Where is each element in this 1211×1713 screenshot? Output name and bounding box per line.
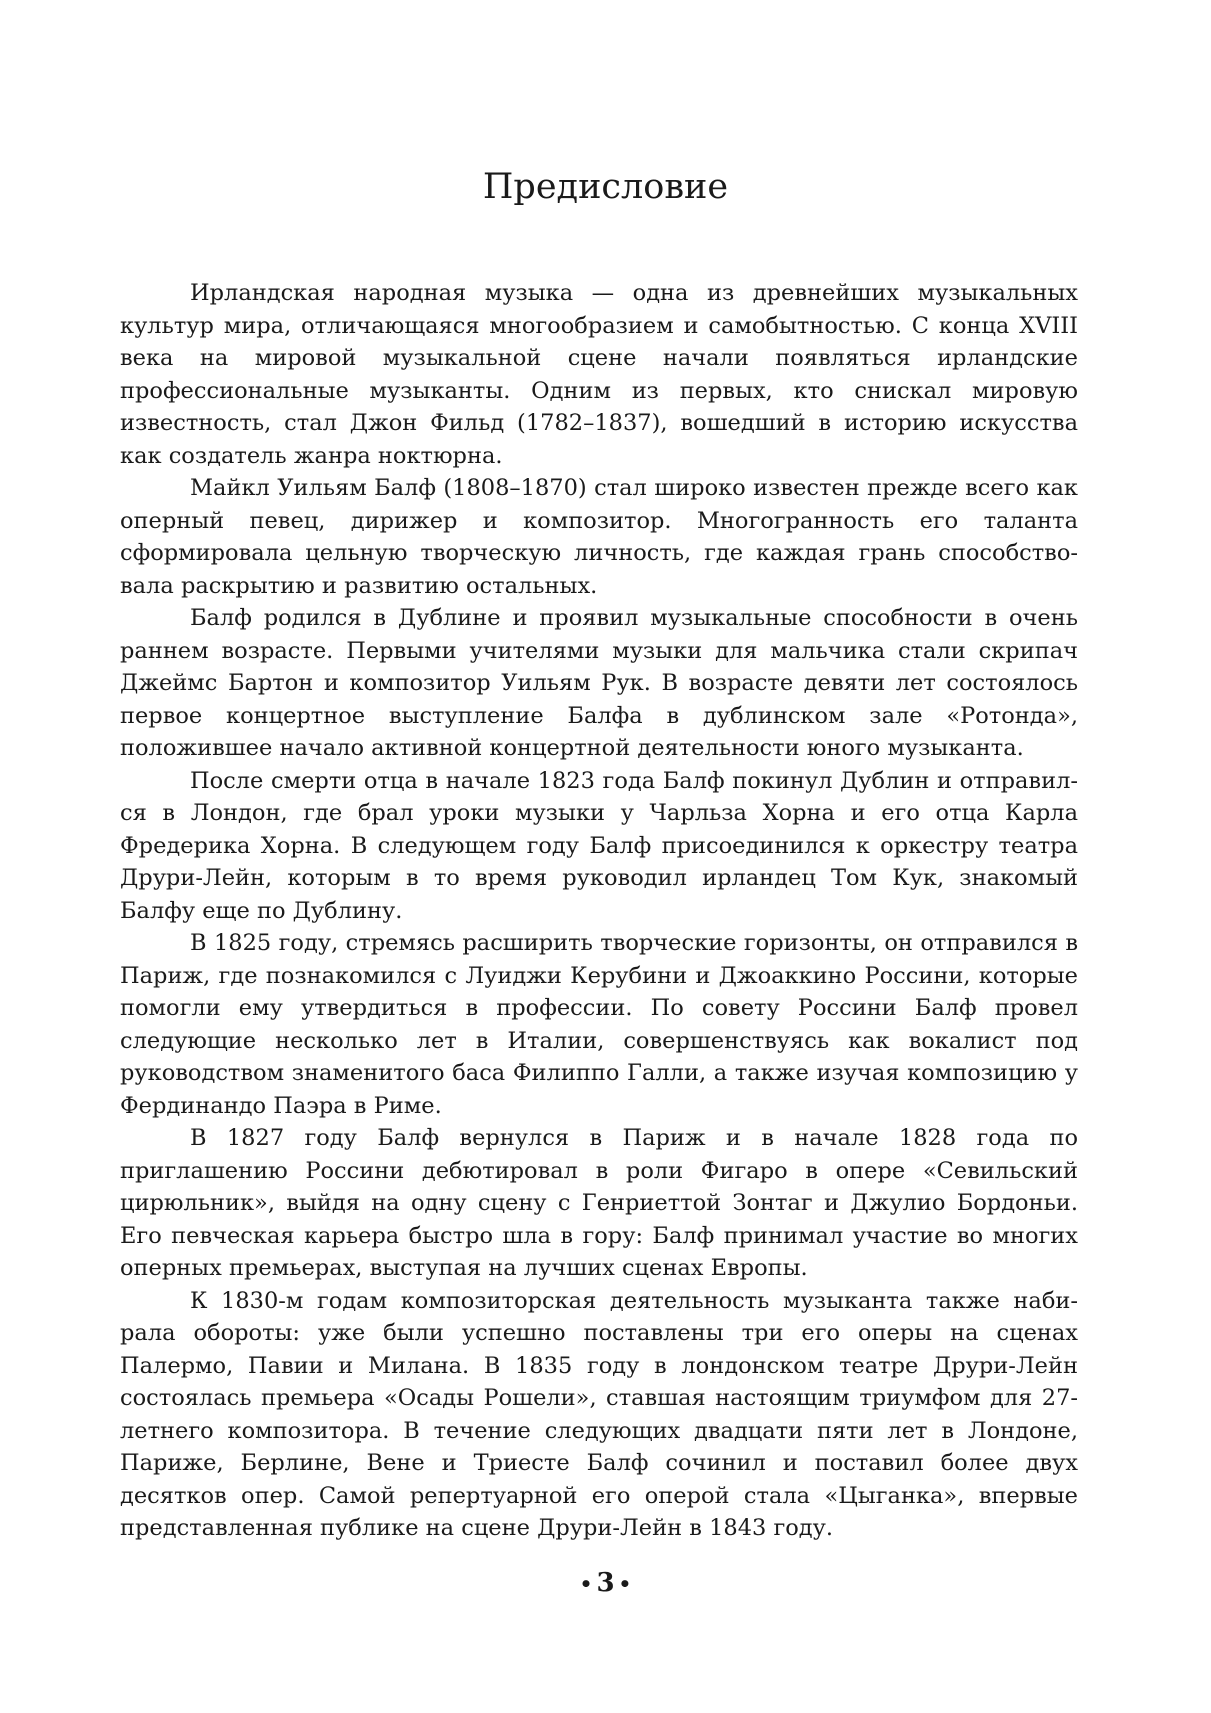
paragraph: К 1830-м годам композиторская деятельность музыканта также набирала обороты: уже были успешно поставлены три его оперы на сценах Палермо, Павии и Милана. В 1835 году в лондонском театре Друри-Лейн состоялась премьера «Осады Рошели», ставшая настоящим триумфом для 27-летнего композитора. В течение следующих двадцати пяти лет в Лондоне, Париже, Берлине, Вене и Триесте Балф сочинил и поставил более двух десятков опер. Самой репертуарной его оперой стала «Цыганка», впервые представленная публике на сцене Друри-Лейн в 1843 году.: [120, 1287, 1078, 1541]
paragraph: В 1825 году, стремясь расширить творческие горизонты, он отправился в Париж, где познакомился с Луиджи Керубини и Джоаккино Россини, которые помогли ему утвердиться в профессии. По совету Россини Балф провел следующие несколько лет в Италии, совершенствуясь как вокалист под руководством знаменитого баса Филиппо Галли, а также изучая композицию у Фердинандо Паэра в Риме.: [120, 930, 1078, 1119]
ornament-dot-icon: •: [618, 1572, 632, 1596]
page-number-value: 3: [596, 1568, 615, 1598]
paragraph: После смерти отца в начале 1823 года Балф покинул Дублин и отправился в Лондон, где брал уроки музыки у Чарльза Хорна и его отца Карла Фредерика Хорна. В следующем году Балф присоединился к оркестру театра Друри-Лейн, которым в то время руководил ирландец Том Кук, знакомый Балфу еще по Дублину.: [120, 767, 1078, 924]
ornament-dot-icon: •: [579, 1572, 593, 1596]
page-number: [0, 1567, 1211, 1600]
paragraph: Балф родился в Дублине и проявил музыкальные способности в очень раннем возрасте. Первыми учителями музыки для мальчика стали скрипач Джеймс Бартон и композитор Уильям Рук. В возрасте девяти лет состоялось первое концертное выступление Балфа в дублинском зале «Ротонда», положившее начало активной концертной деятельности юного музыканта.: [120, 605, 1078, 761]
page-title: Предисловие: [482, 167, 729, 207]
paragraph: Майкл Уильям Балф (1808–1870) стал широко известен прежде всего как оперный певец, дирижер и композитор. Многогранность его таланта сформировала цельную творческую личность, где каждая грань способствовала раскрытию и развитию остальных.: [120, 475, 1078, 599]
paragraph: Ирландская народная музыка — одна из древнейших музыкальных культур мира, отличающаяся многообразием и самобытностью. С конца XVIII века на мировой музыкальной сцене начали появляться ирландские профессиональные музыканты. Одним из первых, кто снискал мировую известность, стал Джон Фильд (1782–1837), вошедший в историю искусства как создатель жанра ноктюрна.: [120, 280, 1078, 469]
body-text: [120, 277, 1078, 1545]
paragraph: В 1827 году Балф вернулся в Париж и в начале 1828 года по приглашению Россини дебютировал в роли Фигаро в опере «Севильский цирюльник», выйдя на одну сцену с Генриеттой Зонтаг и Джулио Бордоньи. Его певческая карьера быстро шла в гору: Балф принимал участие во многих оперных премьерах, выступая на лучших сценах Европы.: [120, 1125, 1078, 1281]
